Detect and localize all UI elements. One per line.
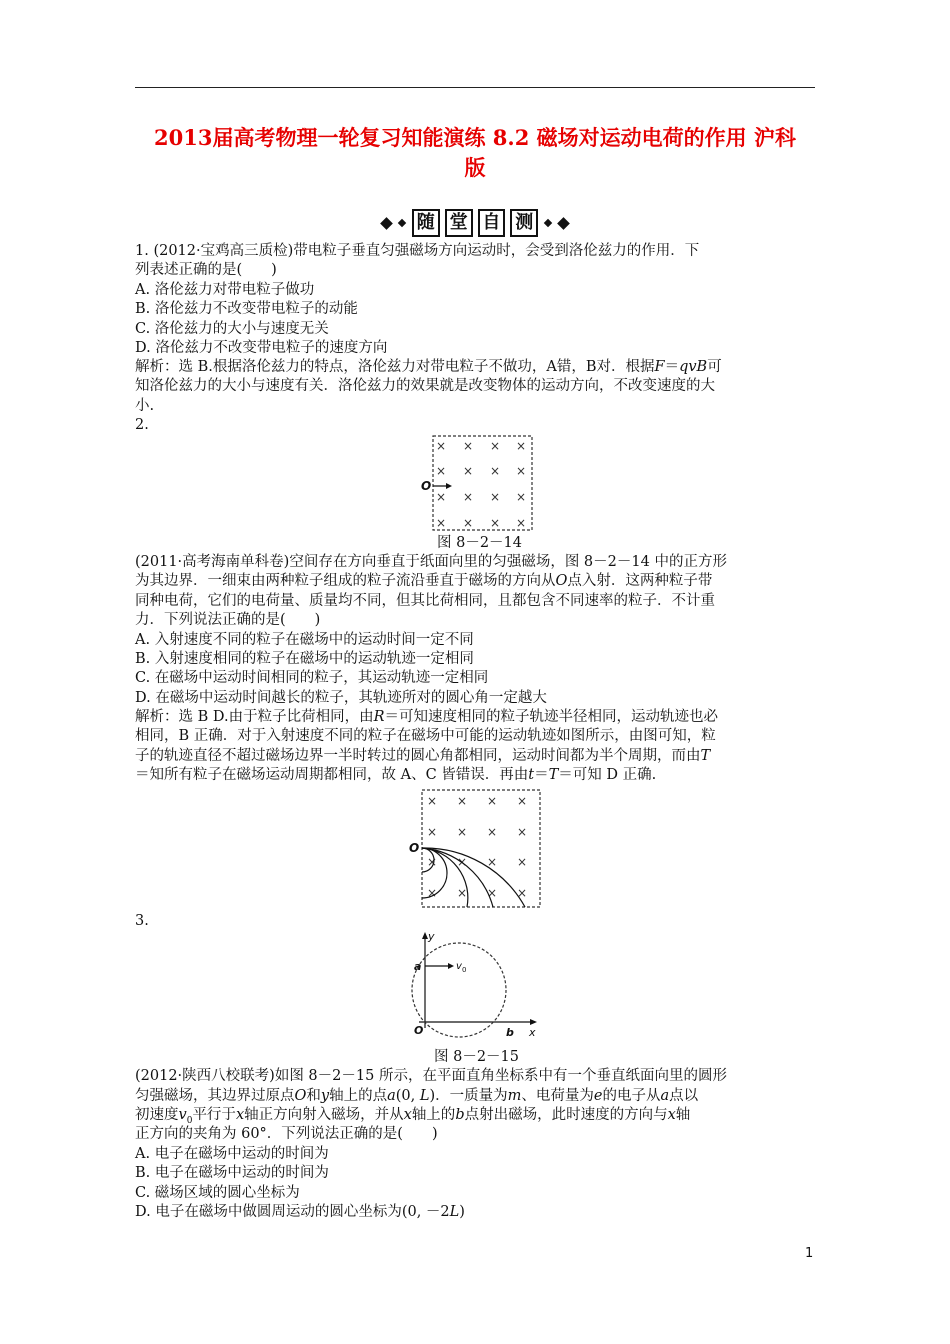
- cross-symbol: ×: [516, 439, 527, 453]
- q2-analysis-line1: [135, 708, 718, 727]
- var: R: [373, 709, 385, 725]
- banner-char: 自: [478, 209, 506, 237]
- cross-symbol: ×: [517, 855, 528, 869]
- field-crosses: [427, 794, 527, 900]
- cross-symbol: ×: [490, 490, 501, 504]
- cross-symbol: ×: [463, 464, 474, 478]
- q2-stem-line4: 力．下列说法正确的是( ): [135, 612, 321, 628]
- var: x: [667, 1107, 676, 1123]
- q3-option-d: [135, 1203, 465, 1222]
- figure-8-2-15: [405, 928, 545, 1048]
- text: )．一质量为: [429, 1088, 508, 1104]
- var: y: [320, 1088, 330, 1104]
- cross-symbol: ×: [436, 439, 447, 453]
- q3-figure-caption: 图 8－2－15: [434, 1049, 520, 1065]
- q3-option-a: A. 电子在磁场中运动的时间为: [135, 1146, 329, 1162]
- origin-label: O: [414, 1024, 424, 1037]
- q1-stem-line2: 列表述正确的是( ): [135, 262, 277, 278]
- text: 解析：选 B.根据洛伦兹力的特点，洛伦兹力对带电粒子不做功，A错，B对．根据: [135, 359, 655, 375]
- var: O: [294, 1088, 307, 1104]
- cross-symbol: ×: [436, 516, 447, 530]
- q1-option-a: A. 洛伦兹力对带电粒子做功: [135, 282, 315, 298]
- point-a-label: a: [414, 960, 422, 973]
- origin-label: O: [409, 841, 420, 855]
- q3-stem-line2: [135, 1087, 698, 1106]
- cross-symbol: ×: [457, 794, 468, 808]
- text: ＝可知速度相同的粒子轨迹半径相同，运动轨迹也必: [384, 709, 719, 725]
- var: x: [403, 1107, 412, 1123]
- text: ＝: [534, 767, 549, 783]
- subscript: 0: [186, 1115, 193, 1126]
- text: (0,: [395, 1088, 416, 1104]
- cross-symbol: ×: [463, 490, 474, 504]
- point-b-label: b: [506, 1026, 514, 1039]
- title-line-2: 版: [464, 155, 486, 180]
- q1-analysis-line1: [135, 358, 722, 377]
- arrowhead-icon: [448, 963, 454, 969]
- cross-symbol: ×: [427, 886, 438, 900]
- q2-option-b: B. 入射速度相同的粒子在磁场中的运动轨迹一定相同: [135, 651, 474, 667]
- header-rule: [135, 87, 815, 88]
- text: 轴: [675, 1107, 691, 1123]
- var: b: [455, 1107, 465, 1123]
- cross-symbol: ×: [436, 490, 447, 504]
- cross-symbol: ×: [490, 439, 501, 453]
- q3-number: 3.: [135, 913, 149, 929]
- text: 、电荷量为: [521, 1088, 594, 1104]
- q1-option-d: D. 洛伦兹力不改变带电粒子的速度方向: [135, 340, 388, 356]
- var: a: [660, 1088, 670, 1104]
- banner-char: 堂: [445, 209, 473, 237]
- cross-symbol: ×: [517, 825, 528, 839]
- q3-option-b: B. 电子在磁场中运动的时间为: [135, 1165, 329, 1181]
- q1-analysis-line2: 知洛伦兹力的大小与速度有关．洛伦兹力的效果就是改变物体的运动方向，不改变速度的大: [135, 378, 715, 394]
- q3-stem-line1: (2012·陕西八校联考)如图 8－2－15 所示，在平面直角坐标系中有一个垂直纸面向里的圆形: [135, 1068, 727, 1084]
- banner-char: 测: [510, 209, 538, 237]
- text: ＝知所有粒子在磁场运动周期都相同，故 A、C 皆错误．再由: [135, 767, 529, 783]
- cross-symbol: ×: [487, 825, 498, 839]
- cross-symbol: ×: [487, 855, 498, 869]
- cross-symbol: ×: [457, 825, 468, 839]
- text: D. 电子在磁场中做圆周运动的圆心坐标为(0, －2: [135, 1204, 450, 1220]
- cross-symbol: ×: [427, 855, 438, 869]
- cross-symbol: ×: [516, 464, 527, 478]
- q1-stem-line1: 1. (2012·宝鸡高三质检)带电粒子垂直匀强磁场方向运动时，会受到洛伦兹力的作用．下: [135, 243, 700, 259]
- text: 轴上的: [411, 1107, 456, 1123]
- q2-figure-caption: 图 8－2－14: [437, 535, 523, 551]
- cross-symbol: ×: [487, 886, 498, 900]
- var: a: [387, 1088, 396, 1104]
- cross-symbol: ×: [490, 516, 501, 530]
- cross-symbol: ×: [463, 516, 474, 530]
- var: v: [178, 1107, 187, 1123]
- q2-option-d: D. 在磁场中运动时间越长的粒子，其轨迹所对的圆心角一定越大: [135, 690, 547, 706]
- q3-stem-line4: 正方向的夹角为 60°．下列说法正确的是( ): [135, 1126, 438, 1142]
- title-line-1: 2013届高考物理一轮复习知能演练 8.2 磁场对运动电荷的作用 沪科: [154, 125, 796, 150]
- text: ＝: [664, 359, 680, 375]
- trajectory-arcs: [422, 848, 528, 907]
- x-label: x: [529, 1026, 536, 1039]
- var: qvB: [679, 359, 708, 375]
- document-title: [135, 123, 815, 183]
- text: 轴正方向射入磁场，并从: [244, 1107, 404, 1123]
- cross-symbol: ×: [517, 886, 528, 900]
- q2-option-a: A. 入射速度不同的粒子在磁场中的运动时间一定不同: [135, 632, 474, 648]
- cross-symbol: ×: [516, 516, 527, 530]
- text: 为其边界．一细束由两种粒子组成的粒子流沿垂直于磁场的方向从: [135, 573, 556, 589]
- text: 和: [306, 1088, 321, 1104]
- var: L: [419, 1088, 430, 1104]
- y-label: y: [428, 930, 435, 943]
- section-banner: [380, 210, 570, 236]
- var: F: [654, 359, 665, 375]
- arrowhead-icon: [446, 483, 452, 489]
- text: 点射出磁场，此时速度的方向与: [464, 1107, 668, 1123]
- q2-stem-line2: [135, 572, 712, 591]
- var: T: [700, 748, 711, 764]
- diamond-icon: [398, 219, 406, 227]
- cross-symbol: ×: [427, 794, 438, 808]
- text: ＝可知 D 正确.: [558, 767, 657, 783]
- var: e: [593, 1088, 603, 1104]
- text: ): [459, 1204, 465, 1220]
- cross-symbol: ×: [517, 794, 528, 808]
- var: T: [548, 767, 559, 783]
- text: 点入射．这两种粒子带: [567, 573, 713, 589]
- cross-symbol: ×: [516, 490, 527, 504]
- banner-char: 随: [412, 209, 440, 237]
- text: 匀强磁场，其边界过原点: [135, 1088, 295, 1104]
- cross-symbol: ×: [427, 825, 438, 839]
- diamond-icon: [557, 217, 570, 230]
- text: 平行于: [192, 1107, 236, 1123]
- figure-8-2-14: [410, 432, 535, 532]
- cross-symbol: ×: [463, 439, 474, 453]
- cross-symbol: ×: [457, 855, 468, 869]
- cross-symbol: ×: [457, 886, 468, 900]
- field-circle: [412, 943, 506, 1037]
- text: 轴上的点: [329, 1088, 388, 1104]
- text: 子的轨迹直径不超过磁场边界一半时转过的圆心角都相同，运动时间都为半个周期，而由: [135, 748, 701, 764]
- trajectory-arc: [422, 848, 528, 907]
- q3-option-c: C. 磁场区域的圆心坐标为: [135, 1185, 300, 1201]
- q2-option-c: C. 在磁场中运动时间相同的粒子，其运动轨迹一定相同: [135, 670, 489, 686]
- text: 的电子从: [602, 1088, 661, 1104]
- q2-stem-line1: (2011·高考海南单科卷)空间存在方向垂直于纸面向里的匀强磁场，图 8－2－14 中的正方形: [135, 554, 727, 570]
- diamond-icon: [380, 217, 393, 230]
- text: 可: [707, 359, 722, 375]
- q1-option-b: B. 洛伦兹力不改变带电粒子的动能: [135, 301, 358, 317]
- figure-trajectories: [405, 786, 545, 910]
- q1-option-c: C. 洛伦兹力的大小与速度无关: [135, 321, 329, 337]
- text: 点以: [669, 1088, 699, 1104]
- x-arrow-icon: [530, 1019, 537, 1025]
- cross-symbol: ×: [490, 464, 501, 478]
- v0-subscript: 0: [462, 966, 467, 974]
- cross-symbol: ×: [487, 794, 498, 808]
- origin-label: O: [421, 479, 432, 493]
- diamond-icon: [544, 219, 552, 227]
- text: 初速度: [135, 1107, 179, 1123]
- field-crosses: [436, 439, 526, 530]
- var: L: [449, 1204, 460, 1220]
- q2-number: 2.: [135, 417, 149, 433]
- q2-stem-line3: 同种电荷，它们的电荷量、质量均不同，但其比荷相同，且都包含不同速率的粒子．不计重: [135, 593, 715, 609]
- q2-analysis-line3: [135, 747, 710, 766]
- q2-analysis-line4: [135, 766, 656, 785]
- var: t: [528, 767, 535, 783]
- page-number: 1: [805, 1246, 814, 1261]
- var: x: [235, 1107, 245, 1123]
- cross-symbol: ×: [436, 464, 447, 478]
- var: O: [555, 573, 568, 589]
- text: 解析：选 B D.由于粒子比荷相同，由: [135, 709, 374, 725]
- q1-analysis-line3: 小.: [135, 398, 155, 414]
- q2-analysis-line2: 相同，B 正确．对于入射速度不同的粒子在磁场中可能的运动轨迹如图所示，由图可知，粒: [135, 728, 716, 744]
- var: m: [507, 1088, 522, 1104]
- v0-label: v: [456, 961, 462, 972]
